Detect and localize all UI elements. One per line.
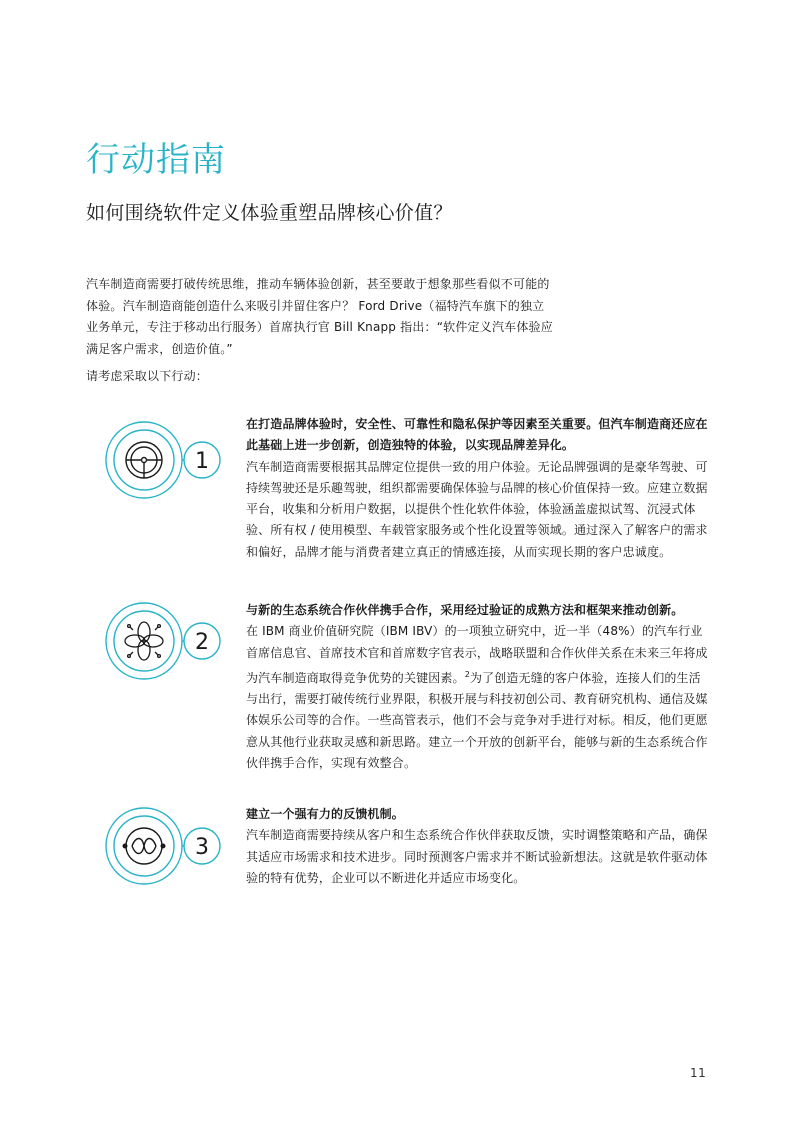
intro-paragraph: 汽车制造商需要打破传统思维，推动车辆体验创新，甚至要敢于想象那些看似不可能的体验。汽车制造商能创造什么来吸引并留住客户？ Ford Drive（福特汽车旗下的独立业务单元，专注于移动出行服务）首席执行官 Bill Knapp 指出：“软件定义汽车体验应满足客户需求，创造价值。” bbox=[86, 277, 553, 356]
action-body-2 bbox=[246, 621, 710, 774]
action-body-2-part-2: 为了创造无缝的客户体验，连接人们的生活与出行，需要打破传统行业界限，积极开展与科技初创公司、教育研究机构、通信及媒体娱乐公司等的合作。一些高管表示，他们不会与竞争对手进行对标。相反，他们更愿意从其他行业获取灵感和新思路。建立一个开放的创新平台，能够与新的生态系统合作伙伴携手合作，实现有效整合。 bbox=[246, 670, 708, 771]
page-number: 11 bbox=[690, 1066, 707, 1080]
action-heading-3: 建立一个强有力的反馈机制。 bbox=[246, 807, 404, 821]
action-heading-1: 在打造品牌体验时，安全性、可靠性和隐私保护等因素至关重要。但汽车制造商还应在此基础上进一步创新，创造独特的体验，以实现品牌差异化。 bbox=[246, 417, 708, 453]
ecosystem-icon bbox=[125, 622, 163, 660]
steering-wheel-icon bbox=[126, 442, 162, 478]
action-badge-3 bbox=[104, 806, 228, 886]
action-number-3: 3 bbox=[195, 835, 209, 860]
action-body-3: 汽车制造商需要持续从客户和生态系统合作伙伴获取反馈，实时调整策略和产品，确保其适应市场需求和技术进步。同时预测客户需求并不断试验新想法。这就是软件驱动体验的特有优势，企业可以不断进化并适应市场变化。 bbox=[246, 828, 708, 885]
action-badge-1 bbox=[104, 420, 228, 500]
action-badge-2 bbox=[104, 601, 228, 681]
footnote-ref-2: 2 bbox=[464, 669, 470, 679]
action-body-2-part-1: 在 IBM 商业价值研究院（IBM IBV）的一项独立研究中，近一半（48%）的汽车行业首席信息官、首席技术官和首席数字官表示，战略联盟和合作伙伴关系在未来三年将成为汽车制造商取得竞争优势的关键因素。 bbox=[246, 624, 708, 685]
action-heading-2: 与新的生态系统合作伙伴携手合作，采用经过验证的成熟方法和框架来推动创新。 bbox=[246, 603, 684, 617]
action-text-2 bbox=[246, 600, 710, 774]
page-subtitle: 如何围绕软件定义体验重塑品牌核心价值？ bbox=[86, 202, 453, 224]
feedback-loop-icon bbox=[123, 828, 165, 864]
action-text-3 bbox=[246, 804, 710, 889]
action-number-1: 1 bbox=[195, 449, 209, 474]
action-number-2: 2 bbox=[195, 630, 209, 655]
page-title: 行动指南 bbox=[86, 140, 226, 180]
action-body-1: 汽车制造商需要根据其品牌定位提供一致的用户体验。无论品牌强调的是豪华驾驶、可持续驾驶还是乐趣驾驶，组织都需要确保体验与品牌的核心价值保持一致。应建立数据平台，收集和分析用户数据，以提供个性化软件体验，体验涵盖虚拟试驾、沉浸式体验、所有权 / 使用模型、车载管家服务或个性化设置等领域。通过深入了解客户的需求和偏好，品牌才能与消费者建立真正的情感连接，从而实现长期的客户忠诚度。 bbox=[246, 459, 708, 559]
action-text-1 bbox=[246, 414, 710, 563]
actions-prompt: 请考虑采取以下行动： bbox=[86, 369, 209, 383]
